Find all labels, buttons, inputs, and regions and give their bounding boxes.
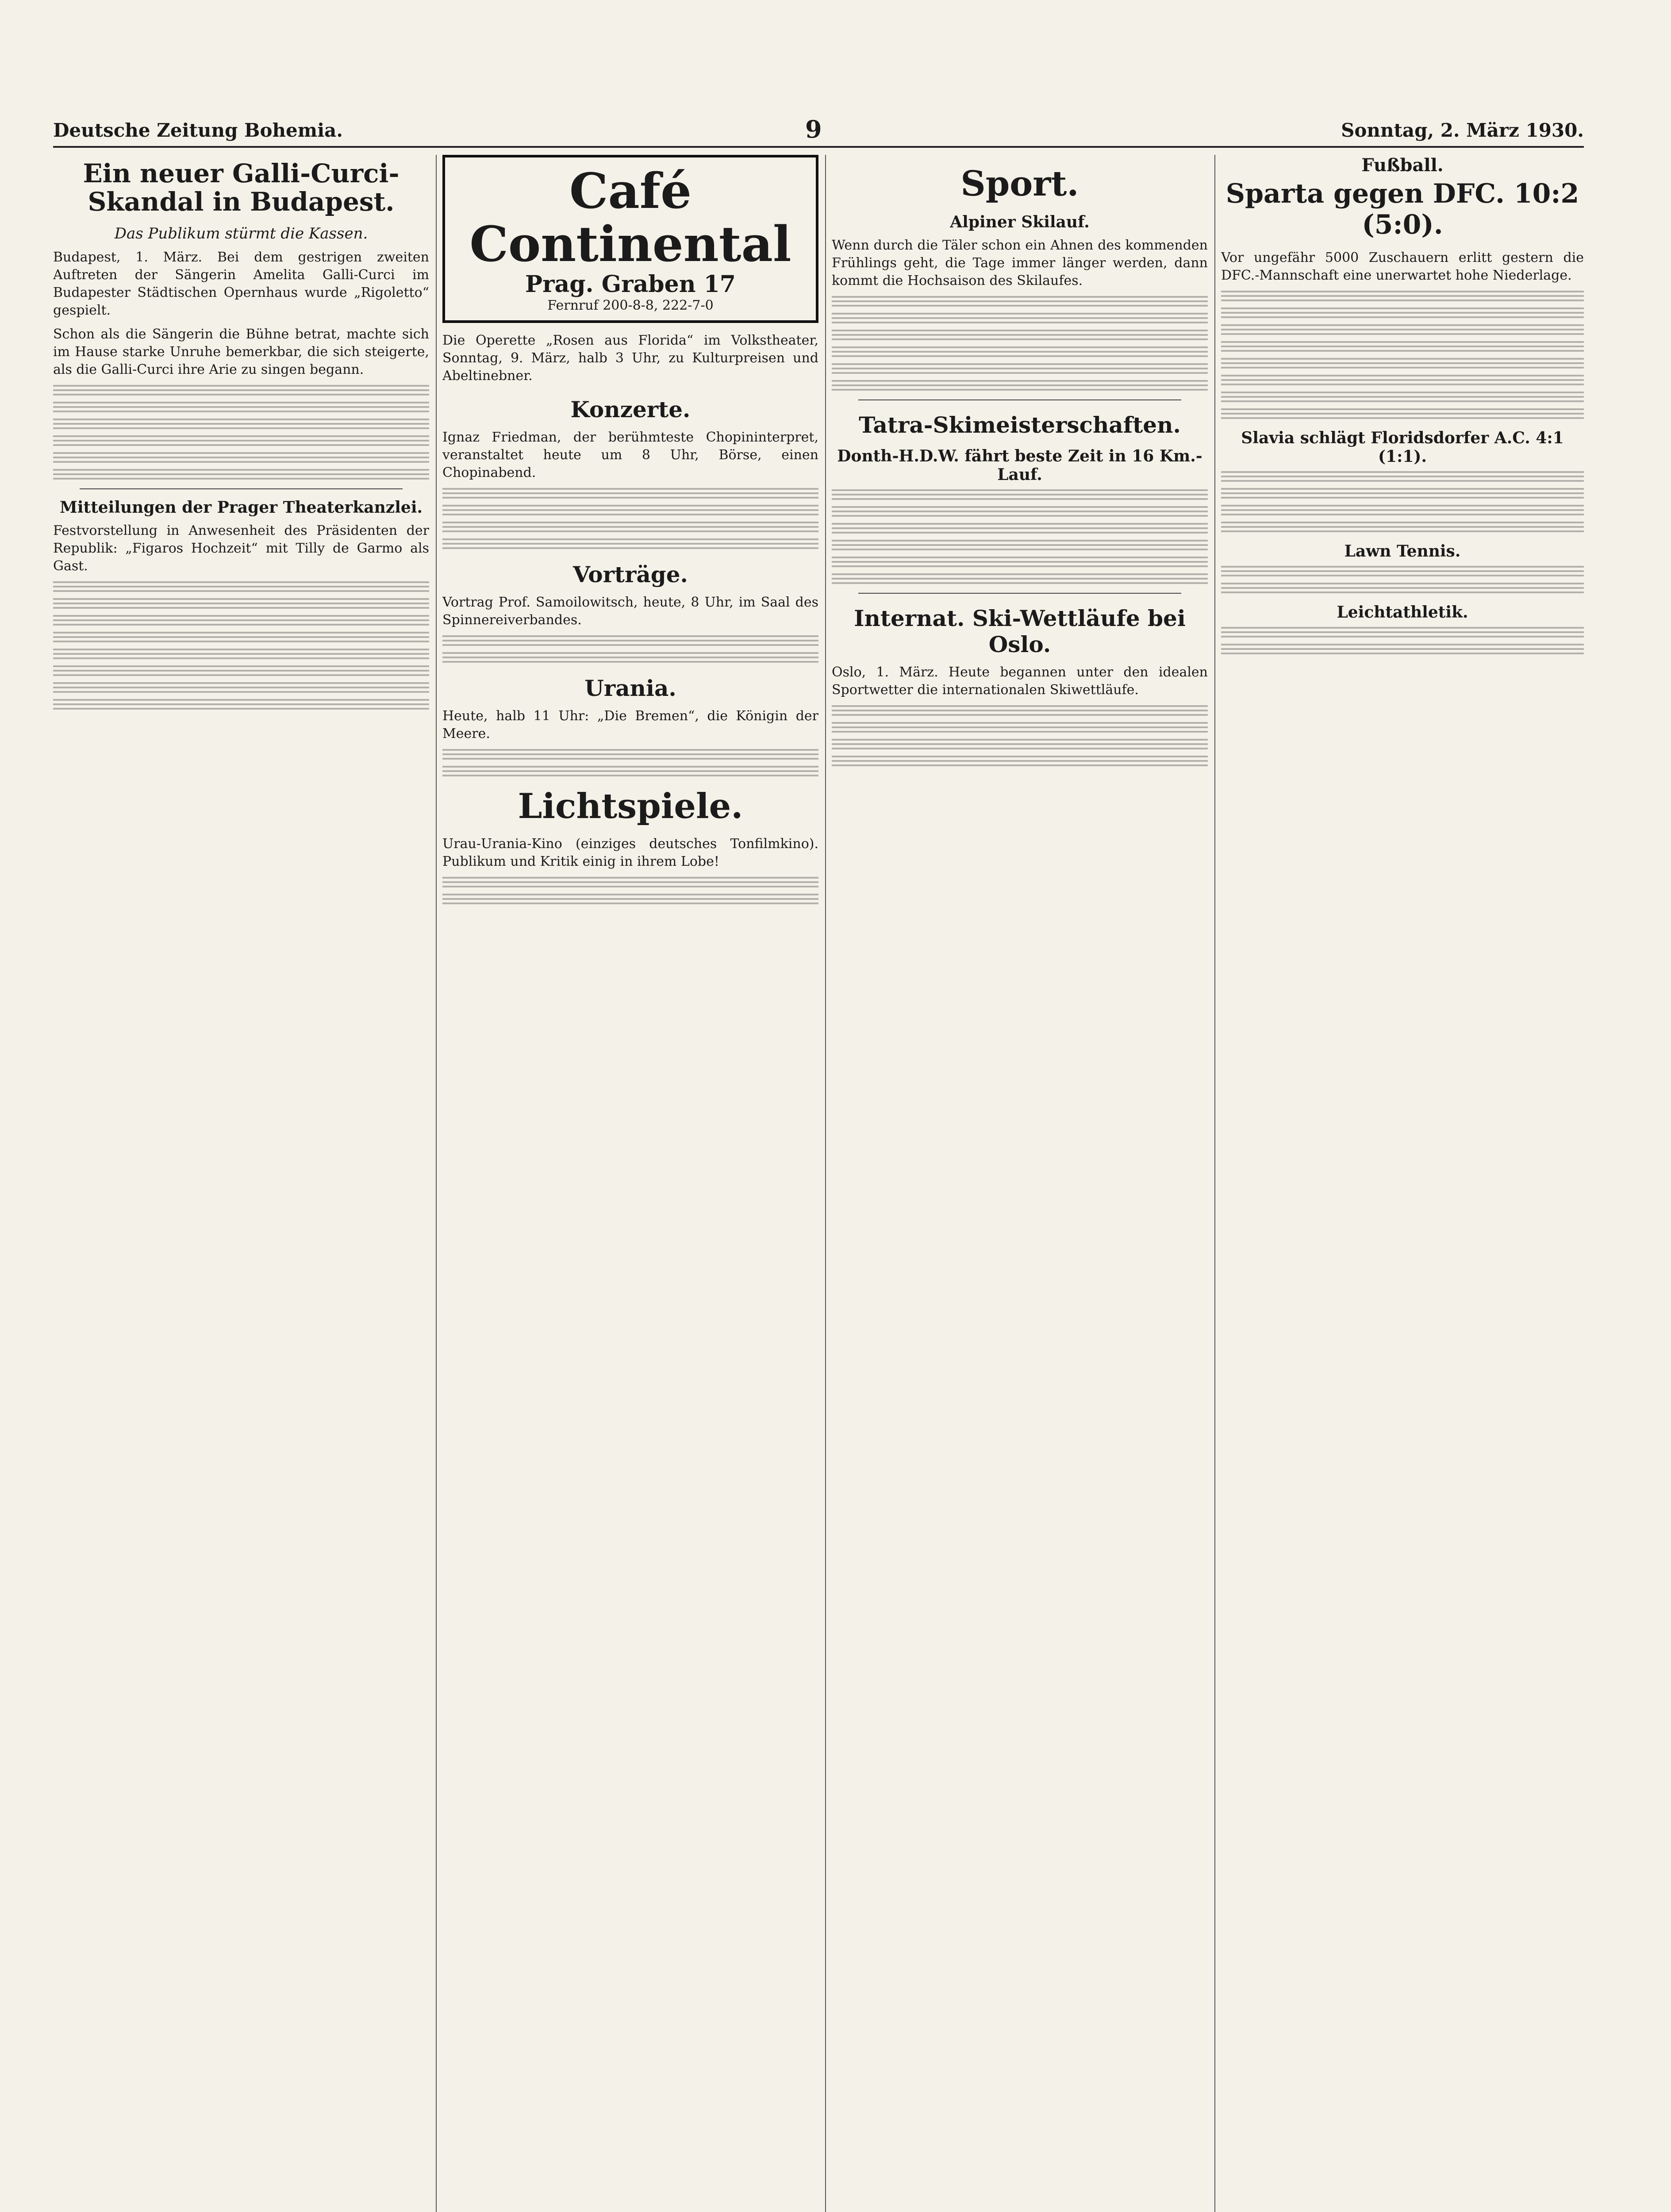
section-heading: Urania. (584, 675, 676, 701)
column-rule (436, 155, 437, 2212)
section-subheading: Donth-H.D.W. fährt beste Zeit in 16 Km.-Lauf. (837, 447, 1202, 484)
column-4 (1221, 155, 1584, 2212)
section-heading: Fußball. (1361, 155, 1444, 176)
section-heading: Lichtspiele. (518, 786, 743, 826)
article-subtitle: Das Publikum stürmt die Kassen. (114, 225, 368, 242)
section-text: Vortrag Prof. Samoilowitsch, heute, 8 Uhr, im Saal des Spinnereiverbandes. (442, 595, 818, 628)
cafe-phone: Fernruf 200-8-8, 222-7-0 (547, 298, 714, 313)
section-heading: Leichtathletik. (1337, 603, 1468, 622)
cafe-advertisement (442, 155, 818, 323)
match-headline: Sparta gegen DFC. 10:2 (5:0). (1225, 178, 1579, 240)
section-text: Heute, halb 11 Uhr: „Die Bremen“, die Königin der Meere. (442, 708, 818, 741)
section-heading: Lawn Tennis. (1344, 542, 1461, 561)
column-rule (825, 155, 826, 2212)
article-paragraph: Die Operette „Rosen aus Florida“ im Volkstheater, Sonntag, 9. März, halb 3 Uhr, zu Kulturpreisen und Abeltinebner. (442, 333, 818, 384)
section-heading: Slavia schlägt Floridsdorfer A.C. 4:1 (1:1). (1241, 429, 1564, 466)
page-header (53, 115, 1584, 148)
section-heading: Internat. Ski-Wettläufe bei Oslo. (854, 605, 1186, 657)
column-1 (53, 155, 429, 2212)
section-text: Urau-Urania-Kino (einziges deutsches Tonfilmkino). Publikum und Kritik einig in ihrem Lobe! (442, 836, 818, 869)
issue-date: Sonntag, 2. März 1930. (1341, 119, 1584, 141)
section-subheading: Alpiner Skilauf. (950, 213, 1090, 231)
section-text: Vor ungefähr 5000 Zuschauern erlitt gestern die DFC.-Mannschaft eine unerwartet hohe Niederlage. (1221, 250, 1584, 283)
section-text: Festvorstellung in Anwesenheit des Präsidenten der Republik: „Figaros Hochzeit“ mit Tilly de Garmo als Gast. (53, 523, 429, 574)
article-paragraph: Schon als die Sängerin die Bühne betrat, machte sich im Hause starke Unruhe bemerkbar, die sich steigerte, als die Galli-Curci ihre Arie zu singen begann. (53, 326, 429, 377)
cafe-address: Prag. Graben 17 (525, 271, 736, 298)
section-heading: Konzerte. (570, 396, 691, 422)
section-heading: Mitteilungen der Prager Theaterkanzlei. (59, 498, 423, 517)
section-text: Wenn durch die Täler schon ein Ahnen des kommenden Frühlings geht, die Tage immer länger werden, dann kommt die Hochsaison des Skilaufes. (832, 238, 1208, 288)
cafe-title: Café Continental (469, 162, 791, 273)
section-heading: Sport. (960, 164, 1079, 204)
article-lead: Budapest, 1. März. Bei dem gestrigen zweiten Auftreten der Sängerin Amelita Galli-Curci im Budapester Städtischen Opernhaus wurde „Rigoletto“ gespielt. (53, 250, 429, 318)
section-text: Oslo, 1. März. Heute begannen unter den idealen Sportwetter die internationalen Skiwettläufe. (832, 664, 1208, 698)
section-text: Ignaz Friedman, der berühmteste Chopininterpret, veranstaltet heute um 8 Uhr, Börse, einen Chopinabend. (442, 430, 818, 480)
article-title: Ein neuer Galli-Curci-Skandal in Budapest. (83, 158, 400, 217)
column-2 (442, 155, 818, 2212)
page-number: 9 (805, 115, 822, 143)
masthead: Deutsche Zeitung Bohemia. (53, 119, 343, 141)
column-3 (832, 155, 1208, 2212)
section-heading: Tatra-Skimeisterschaften. (859, 412, 1181, 438)
column-rule (1214, 155, 1215, 2212)
section-heading: Vorträge. (573, 561, 688, 588)
